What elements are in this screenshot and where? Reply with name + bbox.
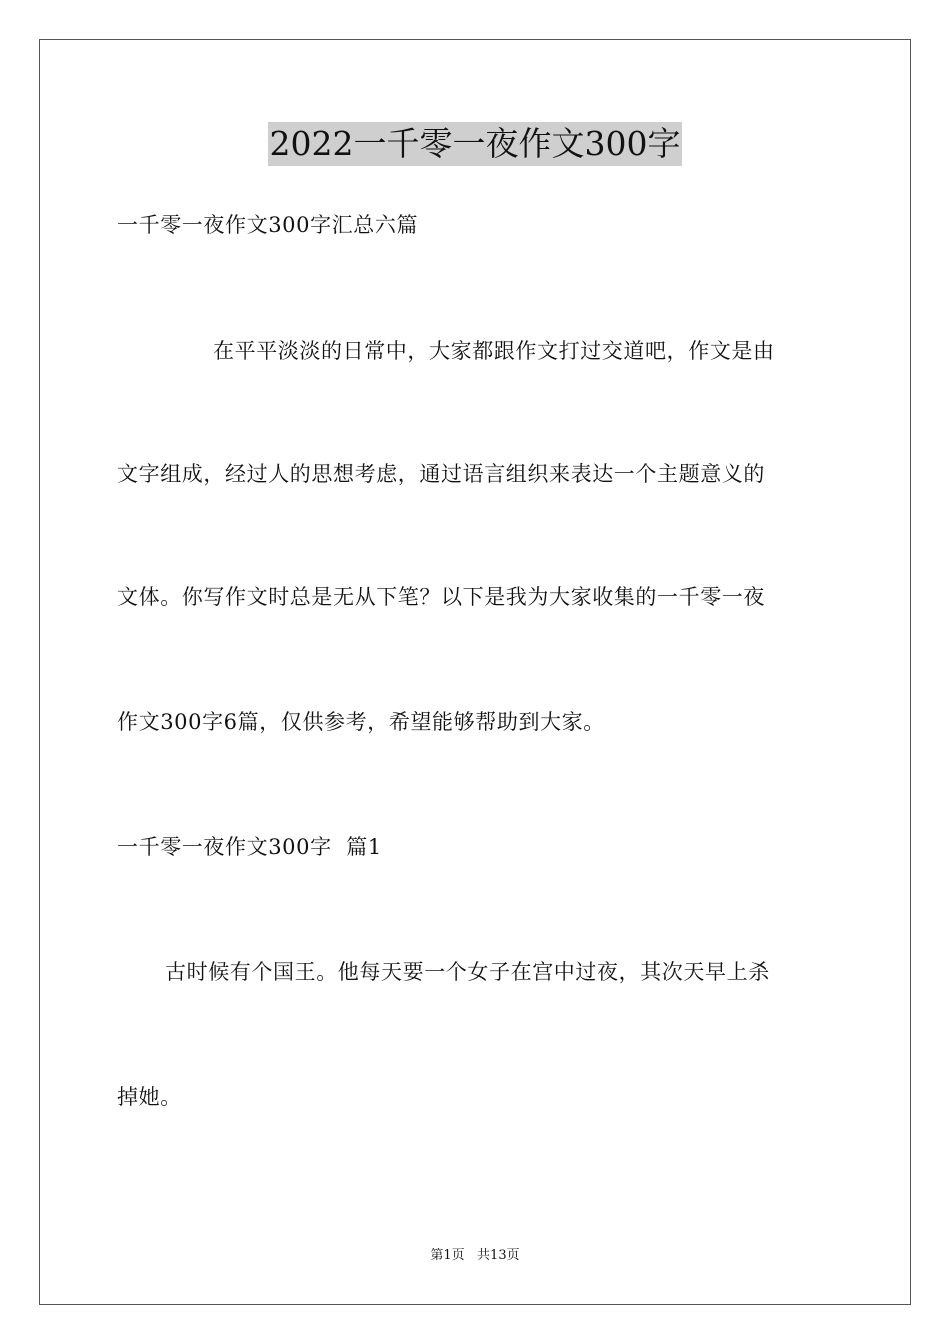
paragraph-line: 文体。你写作文时总是无从下笔？以下是我为大家收集的一千零一夜 bbox=[117, 585, 765, 609]
document-title: 2022一千零一夜作文300字 bbox=[268, 122, 683, 166]
section-heading: 一千零一夜作文300字 篇1 bbox=[117, 835, 382, 859]
page-footer: 第1页 共13页 bbox=[430, 1248, 520, 1263]
document-subtitle: 一千零一夜作文300字汇总六篇 bbox=[117, 213, 419, 237]
paragraph-line: 古时候有个国王。他每天要一个女子在宫中过夜，其次天早上杀 bbox=[165, 960, 770, 984]
paragraph-line: 掉她。 bbox=[117, 1085, 182, 1109]
paragraph-line: 作文300字6篇，仅供参考，希望能够帮助到大家。 bbox=[117, 710, 605, 734]
paragraph-line: 文字组成，经过人的思想考虑，通过语言组织来表达一个主题意义的 bbox=[117, 462, 765, 486]
paragraph-line: 在平平淡淡的日常中，大家都跟作文打过交道吧，作文是由 bbox=[213, 339, 775, 363]
title-container bbox=[0, 122, 950, 166]
